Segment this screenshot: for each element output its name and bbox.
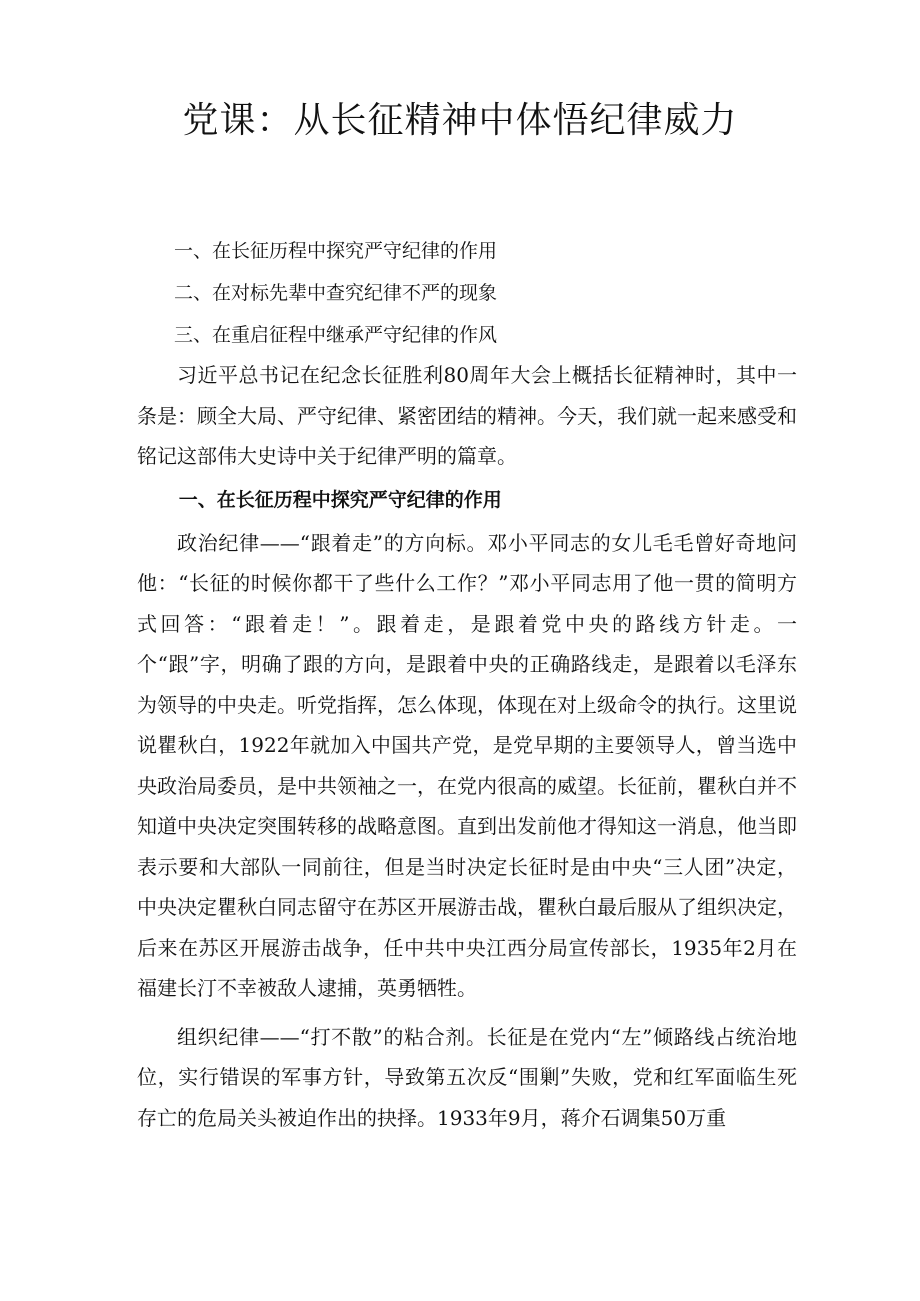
document-title: 党课：从长征精神中体悟纪律威力: [182, 100, 738, 141]
outline-item-3: 三、在重启征程中继承严守纪律的作风: [174, 324, 498, 346]
outline-item-1: 一、在长征历程中探究严守纪律的作用: [174, 240, 498, 262]
intro-paragraph: 习近平总书记在纪念长征胜利80周年大会上概括长征精神时，其中一条是：顾全大局、严守纪律、紧密团结的精神。今天，我们就一起来感受和铭记这部伟大史诗中关于纪律严明的篇章。: [137, 363, 797, 468]
body-paragraph-2: 组织纪律——“打不散”的粘合剂。长征是在党内“左”倾路线占统治地位，实行错误的军事方针，导致第五次反“围剿”失败，党和红军面临生死存亡的危局关头被迫作出的抉择。1933年9月，蒋介石调集50万重: [137, 1024, 797, 1130]
document-body: [137, 355, 797, 1138]
outline-item-2: 二、在对标先辈中查究纪律不严的现象: [174, 282, 498, 304]
outline-list: [174, 230, 814, 356]
section-heading-1: 一、在长征历程中探究严守纪律的作用: [178, 488, 502, 511]
body-paragraph-1: 政治纪律——“跟着走”的方向标。邓小平同志的女儿毛毛曾好奇地问他：“长征的时候你都干了些什么工作？”邓小平同志用了他一贯的简明方式回答：“跟着走！”。跟着走，是跟着党中央的路线方针走。一个“跟”字，明确了跟的方向，是跟着中央的正确路线走，是跟着以毛泽东为领导的中央走。听党指挥，怎么体现，体现在对上级命令的执行。这里说说瞿秋白，1922年就加入中国共产党，是党早期的主要领导人，曾当选中央政治局委员，是中共领袖之一，在党内很高的威望。长征前，瞿秋白并不知道中央决定突围转移的战略意图。直到出发前他才得知这一消息，他当即表示要和大部队一同前往，但是当时决定长征时是由中央“三人团”决定，中央决定瞿秋白同志留守在苏区开展游击战，瞿秋白最后服从了组织决定，后来在苏区开展游击战争，任中共中央江西分局宣传部长，1935年2月在福建长汀不幸被敌人逮捕，英勇牺牲。: [137, 530, 797, 1000]
